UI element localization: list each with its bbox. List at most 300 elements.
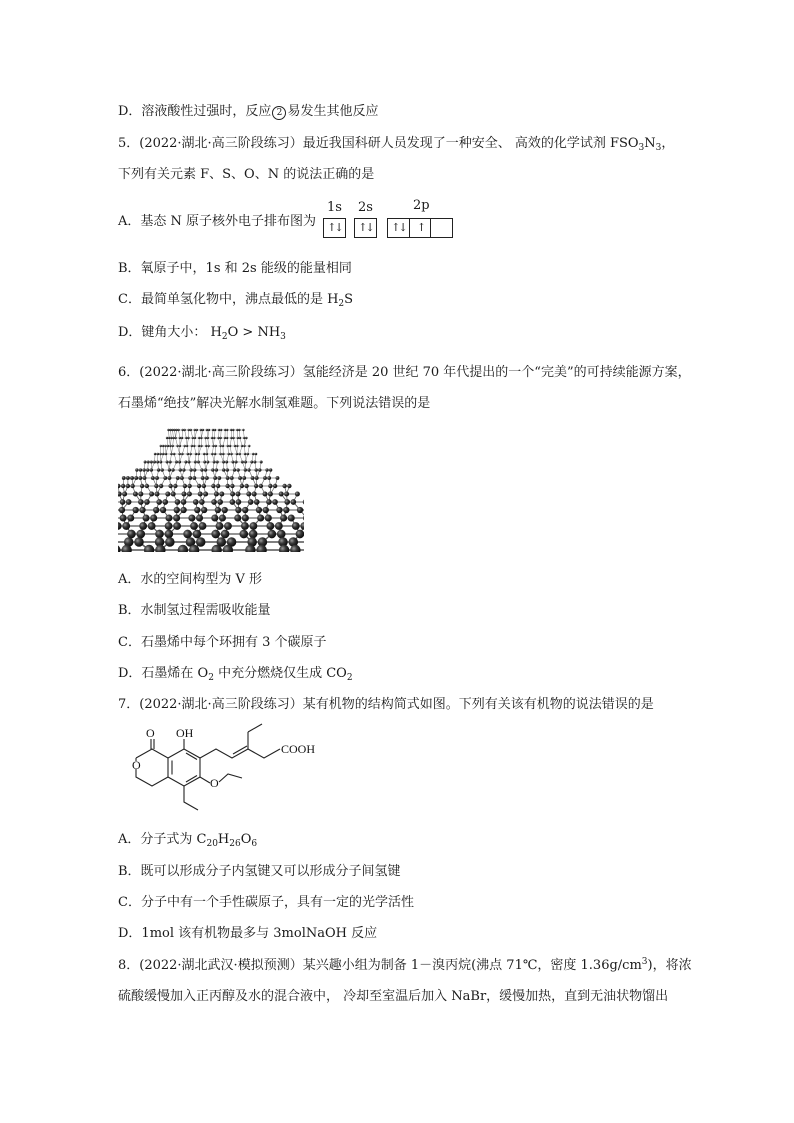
carbon-atom xyxy=(207,437,209,439)
carbon-atom xyxy=(194,461,197,464)
carbon-atom xyxy=(159,484,163,488)
carbon-atom xyxy=(206,453,209,456)
carbon-atom xyxy=(242,507,248,513)
carbon-atom xyxy=(167,445,169,447)
carbon-atom xyxy=(147,461,150,464)
carbon-atom xyxy=(175,461,178,464)
carbon-atom xyxy=(145,484,149,488)
carbon-atom xyxy=(214,492,219,497)
carbon-atom xyxy=(201,507,207,513)
carbon-atom xyxy=(217,437,219,439)
carbon-atom xyxy=(247,468,250,471)
carbon-atom xyxy=(292,522,300,530)
carbon-atom xyxy=(287,484,291,488)
carbon-atom xyxy=(160,445,162,447)
carbon-atom xyxy=(201,476,205,480)
carbon-atom xyxy=(181,499,187,505)
carbon-atom xyxy=(273,484,277,488)
carbon-atom xyxy=(232,461,235,464)
carbon-atom xyxy=(284,492,289,497)
carbon-atom xyxy=(197,453,200,456)
carbon-atom xyxy=(154,484,158,488)
carbon-atom xyxy=(230,492,235,497)
carbon-atom xyxy=(225,461,228,464)
carbon-atom xyxy=(202,429,204,431)
carbon-atom xyxy=(156,499,162,505)
carbon-atom xyxy=(205,476,209,480)
carbon-atom xyxy=(150,468,153,471)
carbon-atom xyxy=(243,445,245,447)
carbon-atom xyxy=(224,437,226,439)
carbon-atom xyxy=(222,453,225,456)
carbon-atom xyxy=(173,514,180,521)
carbon-atom xyxy=(165,492,170,497)
carbon-atom xyxy=(211,499,217,505)
carbon-atom xyxy=(130,484,134,488)
label-cooh: COOH xyxy=(281,742,316,756)
carbon-atom xyxy=(138,499,144,505)
carbon-atom xyxy=(248,445,250,447)
carbon-atom xyxy=(241,461,244,464)
carbon-atom xyxy=(153,507,159,513)
carbon-atom xyxy=(183,445,185,447)
carbon-atom xyxy=(254,484,258,488)
carbon-atom xyxy=(236,492,241,497)
carbon-atom xyxy=(120,499,126,505)
carbon-atom xyxy=(133,507,139,513)
graphene-image xyxy=(118,428,304,552)
carbon-atom xyxy=(204,468,207,471)
carbon-atom xyxy=(255,476,259,480)
carbon-atom xyxy=(213,476,217,480)
carbon-atom xyxy=(162,499,168,505)
carbon-atom xyxy=(226,429,228,431)
carbon-atom xyxy=(241,445,243,447)
carbon-atom xyxy=(227,445,229,447)
q7-stem: 7．(2022·湖北·高三阶段练习）某有机物的结构简式如图。下列有关该有机物的说法错误的是 xyxy=(118,697,654,712)
carbon-atom xyxy=(120,514,127,521)
carbon-atom xyxy=(260,461,263,464)
carbon-atom xyxy=(268,492,273,497)
carbon-atom xyxy=(256,507,262,513)
carbon-atom xyxy=(241,522,249,530)
carbon-atom xyxy=(179,445,181,447)
carbon-atom xyxy=(198,445,200,447)
carbon-atom xyxy=(188,476,192,480)
carbon-atom xyxy=(252,492,257,497)
carbon-atom xyxy=(150,514,157,521)
carbon-atom xyxy=(161,468,164,471)
q5-option-d: D．键角大小： $H_2O > NH_3$ xyxy=(118,325,286,342)
carbon-atom xyxy=(279,492,284,497)
carbon-atom xyxy=(168,476,172,480)
carbon-atom xyxy=(157,453,160,456)
carbon-atom xyxy=(225,484,229,488)
orbital-cell-2p-1: ↑↓ xyxy=(391,221,406,234)
carbon-atom xyxy=(204,437,206,439)
carbon-atom xyxy=(253,461,256,464)
carbon-atom xyxy=(284,499,290,505)
carbon-atom xyxy=(265,468,268,471)
carbon-atom xyxy=(191,445,193,447)
carbon-atom xyxy=(219,437,221,439)
carbon-atom xyxy=(263,476,267,480)
carbon-atom xyxy=(277,530,286,539)
carbon-atom xyxy=(197,461,200,464)
carbon-atom xyxy=(242,476,246,480)
carbon-atom xyxy=(155,476,159,480)
carbon-atom xyxy=(235,461,238,464)
carbon-atom xyxy=(181,453,184,456)
carbon-atom xyxy=(130,476,134,480)
carbon-atom xyxy=(203,461,206,464)
carbon-atom xyxy=(219,445,221,447)
carbon-atom xyxy=(168,468,171,471)
carbon-atom xyxy=(220,429,222,431)
carbon-atom xyxy=(238,429,240,431)
carbon-atom xyxy=(249,530,258,539)
carbon-atom xyxy=(140,484,144,488)
q7-option-a: A．分子式为 $C_{20}H_{26}O_6$ xyxy=(118,832,258,849)
carbon-atom xyxy=(148,522,156,530)
carbon-atom xyxy=(171,468,174,471)
carbon-atom xyxy=(172,437,174,439)
carbon-atom xyxy=(242,514,249,521)
carbon-atom xyxy=(135,468,138,471)
carbon-atom xyxy=(217,476,221,480)
carbon-atom xyxy=(205,445,207,447)
carbon-atom xyxy=(183,484,187,488)
carbon-atom xyxy=(138,476,142,480)
q8-stem-line-2: 硫酸缓慢加入正丙醇及水的混合液中， 冷却至室温后加入 NaBr，缓慢加热，直到无油状物馏出 xyxy=(118,989,669,1004)
carbon-atom xyxy=(276,476,280,480)
carbon-atom xyxy=(178,461,181,464)
carbon-atom xyxy=(134,537,144,547)
carbon-atom xyxy=(177,429,179,431)
carbon-atom xyxy=(230,499,236,505)
carbon-atom xyxy=(250,461,253,464)
carbon-atom xyxy=(182,468,185,471)
carbon-atom xyxy=(211,530,220,539)
carbon-atom xyxy=(282,484,286,488)
carbon-atom xyxy=(255,468,258,471)
carbon-atom xyxy=(159,461,162,464)
carbon-atom xyxy=(193,468,196,471)
carbon-atom xyxy=(174,437,176,439)
carbon-atom xyxy=(183,429,185,431)
carbon-atom xyxy=(144,499,150,505)
carbon-atom xyxy=(183,530,192,539)
carbon-atom xyxy=(127,514,134,521)
carbon-atom xyxy=(184,461,187,464)
carbon-atom xyxy=(234,514,241,521)
carbon-atom xyxy=(187,484,191,488)
carbon-atom xyxy=(217,499,223,505)
carbon-atom xyxy=(199,499,205,505)
carbon-atom xyxy=(211,484,215,488)
q8-stem-line-1: 8．(2022·湖北武汉·模拟预测）某兴趣小组为制备 1－溴丙烷(沸点 71℃，密度 $1.36g/cm^3$)，将浓 xyxy=(118,957,692,973)
carbon-atom xyxy=(233,468,236,471)
carbon-atom xyxy=(219,492,224,497)
carbon-atom xyxy=(165,530,174,539)
carbon-atom xyxy=(187,492,192,497)
carbon-atom xyxy=(122,522,130,530)
carbon-atom xyxy=(214,429,216,431)
orbital-cell-2p-3 xyxy=(430,219,452,237)
carbon-atom xyxy=(236,453,239,456)
carbon-atom xyxy=(195,453,198,456)
carbon-atom xyxy=(203,453,206,456)
carbon-atom xyxy=(154,453,157,456)
carbon-atom xyxy=(160,507,166,513)
carbon-atom xyxy=(127,530,136,539)
carbon-atom xyxy=(275,522,283,530)
carbon-atom xyxy=(226,437,228,439)
carbon-atom xyxy=(272,499,278,505)
carbon-atom xyxy=(165,453,168,456)
carbon-atom xyxy=(226,468,229,471)
carbon-atom xyxy=(194,437,196,439)
carbon-atom xyxy=(143,476,147,480)
q7-option-d: D．1mol 该有机物最多与 3molNaOH 反应 xyxy=(118,926,378,941)
carbon-atom xyxy=(229,445,231,447)
carbon-atom xyxy=(142,468,145,471)
carbon-atom xyxy=(180,507,186,513)
q5-stem-line-2: 下列有关元素 F、S、O、N 的说法正确的是 xyxy=(118,167,375,182)
carbon-atom xyxy=(168,437,170,439)
carbon-atom xyxy=(164,445,166,447)
carbon-atom xyxy=(170,437,172,439)
carbon-atom xyxy=(192,437,194,439)
carbon-atom xyxy=(238,453,241,456)
orbital-box-2p xyxy=(387,218,453,238)
carbon-atom xyxy=(162,453,165,456)
carbon-atom xyxy=(226,476,230,480)
carbon-atom xyxy=(266,499,272,505)
orbital-cell-1s: ↑↓ xyxy=(327,221,342,234)
carbon-atom xyxy=(230,476,234,480)
carbon-atom xyxy=(186,445,188,447)
carbon-atom xyxy=(139,468,142,471)
carbon-atom xyxy=(263,507,269,513)
carbon-atom xyxy=(178,453,181,456)
orbital-box-1s xyxy=(323,218,346,238)
carbon-atom xyxy=(215,507,221,513)
carbon-atom xyxy=(266,522,274,530)
carbon-atom xyxy=(222,507,228,513)
carbon-atom xyxy=(176,445,178,447)
carbon-atom xyxy=(180,476,184,480)
carbon-atom xyxy=(236,468,239,471)
carbon-atom xyxy=(232,437,234,439)
carbon-atom xyxy=(136,530,145,539)
carbon-atom xyxy=(211,437,213,439)
carbon-atom xyxy=(151,476,155,480)
structural-formula xyxy=(118,718,328,822)
carbon-atom xyxy=(221,530,230,539)
carbon-atom xyxy=(169,445,171,447)
carbon-atom xyxy=(171,492,176,497)
carbon-atom xyxy=(213,461,216,464)
carbon-atom xyxy=(159,453,162,456)
carbon-atom xyxy=(139,522,147,530)
carbon-atom xyxy=(211,453,214,456)
q6-option-b: B．水制氢过程需吸收能量 xyxy=(118,603,271,618)
carbon-atom xyxy=(215,468,218,471)
carbon-atom xyxy=(243,437,245,439)
carbon-atom xyxy=(227,453,230,456)
carbon-atom xyxy=(193,445,195,447)
carbon-atom xyxy=(146,468,149,471)
orbital-label-1s: 1s xyxy=(327,200,342,215)
carbon-atom xyxy=(169,461,172,464)
carbon-atom xyxy=(246,492,251,497)
carbon-atom xyxy=(213,437,215,439)
carbon-atom xyxy=(200,468,203,471)
label-oh: OH xyxy=(176,726,194,740)
q6-stem-line-1: 6．(2022·湖北·高三阶段练习）氢能经济是 20 世纪 70 年代提出的一个“完美”的可持续能源方案， xyxy=(118,365,691,380)
carbon-atom xyxy=(165,537,175,547)
carbon-atom xyxy=(297,507,303,513)
carbon-atom xyxy=(155,492,160,497)
carbon-atom xyxy=(252,453,255,456)
carbon-atom xyxy=(187,453,190,456)
carbon-atom xyxy=(166,461,169,464)
carbon-atom xyxy=(239,437,241,439)
carbon-atom xyxy=(268,530,277,539)
carbon-atom xyxy=(244,461,247,464)
carbon-atom xyxy=(153,461,156,464)
carbon-atom xyxy=(163,476,167,480)
carbon-atom xyxy=(155,530,164,539)
q5-option-a: A．基态 N 原子核外电子排布图为 xyxy=(118,214,317,229)
q7-option-c: C．分子中有一个手性碳原子，具有一定的光学活性 xyxy=(118,895,414,910)
carbon-atom xyxy=(170,453,173,456)
carbon-atom xyxy=(211,468,214,471)
carbon-atom xyxy=(280,514,287,521)
carbon-atom xyxy=(257,514,264,521)
carbon-atom xyxy=(247,453,250,456)
carbon-atom xyxy=(188,514,195,521)
q6-option-a: A．水的空间构型为 V 形 xyxy=(118,572,263,587)
carbon-atom xyxy=(216,484,220,488)
carbon-atom xyxy=(190,522,198,530)
carbon-atom xyxy=(198,437,200,439)
carbon-atom xyxy=(230,484,234,488)
carbon-atom xyxy=(173,484,177,488)
carbon-atom xyxy=(192,476,196,480)
carbon-atom xyxy=(291,499,297,505)
q4-option-d: D．溶液酸性过强时，反应 2 易发生其他反应 xyxy=(118,104,379,119)
carbon-atom xyxy=(122,476,126,480)
carbon-atom xyxy=(248,499,254,505)
carbon-atom xyxy=(214,453,217,456)
carbon-atom xyxy=(258,468,261,471)
carbon-atom xyxy=(188,461,191,464)
carbon-atom xyxy=(189,453,192,456)
carbon-atom xyxy=(232,429,234,431)
carbon-atom xyxy=(222,461,225,464)
carbon-atom xyxy=(235,507,241,513)
carbon-atom xyxy=(251,476,255,480)
carbon-atom xyxy=(179,437,181,439)
carbon-atom xyxy=(182,492,187,497)
carbon-atom xyxy=(200,437,202,439)
carbon-atom xyxy=(166,437,168,439)
carbon-atom xyxy=(200,445,202,447)
carbon-atom xyxy=(206,461,209,464)
carbon-atom xyxy=(245,437,247,439)
carbon-atom xyxy=(230,453,233,456)
q7-option-b: B．既可以形成分子内氢键又可以形成分子间氢键 xyxy=(118,864,401,879)
orbital-label-2p: 2p xyxy=(413,198,430,213)
carbon-atom xyxy=(236,445,238,447)
carbon-atom xyxy=(238,476,242,480)
orbital-box-2s xyxy=(354,218,377,238)
carbon-atom xyxy=(216,461,219,464)
carbon-atom xyxy=(122,492,127,497)
carbon-atom xyxy=(157,468,160,471)
carbon-atom xyxy=(193,530,202,539)
carbon-atom xyxy=(215,445,217,447)
carbon-atom xyxy=(222,445,224,447)
carbon-atom xyxy=(269,468,272,471)
carbon-atom xyxy=(283,507,289,513)
carbon-atom xyxy=(244,468,247,471)
carbon-atom xyxy=(134,476,138,480)
carbon-atom xyxy=(126,476,130,480)
carbon-atom xyxy=(244,484,248,488)
carbon-atom xyxy=(138,492,143,497)
carbon-atom xyxy=(240,484,244,488)
carbon-atom xyxy=(267,476,271,480)
circled-number: 2 xyxy=(272,106,286,120)
carbon-atom xyxy=(173,453,176,456)
carbon-atom xyxy=(230,437,232,439)
orbital-label-2s: 2s xyxy=(358,200,373,215)
carbon-atom xyxy=(119,507,125,513)
carbon-atom xyxy=(196,537,206,547)
carbon-atom xyxy=(162,445,164,447)
carbon-atom xyxy=(133,492,138,497)
carbon-atom xyxy=(265,514,272,521)
carbon-atom xyxy=(234,445,236,447)
carbon-atom xyxy=(196,429,198,431)
carbon-atom xyxy=(207,445,209,447)
carbon-atom xyxy=(262,492,267,497)
carbon-atom xyxy=(165,522,173,530)
carbon-atom xyxy=(174,507,180,513)
carbon-atom xyxy=(197,484,201,488)
carbon-atom xyxy=(187,437,189,439)
carbon-atom xyxy=(149,492,154,497)
carbon-atom xyxy=(249,522,257,530)
carbon-atom xyxy=(259,484,263,488)
carbon-atom xyxy=(211,514,218,521)
carbon-atom xyxy=(239,530,248,539)
carbon-atom xyxy=(276,507,282,513)
carbon-atom xyxy=(288,514,295,521)
carbon-atom xyxy=(254,499,260,505)
carbon-atom xyxy=(185,437,187,439)
carbon-atom xyxy=(208,429,210,431)
carbon-atom xyxy=(173,522,181,530)
carbon-atom xyxy=(165,514,172,521)
carbon-atom xyxy=(224,522,232,530)
orbital-cell-2s: ↑↓ xyxy=(358,221,373,234)
q5-stem-line-1: 5．(2022·湖北·高三阶段练习）最近我国科研人员发现了一种安全、 高效的化学试剂 $FSO_3N_3$， xyxy=(118,136,675,153)
carbon-atom xyxy=(150,461,153,464)
